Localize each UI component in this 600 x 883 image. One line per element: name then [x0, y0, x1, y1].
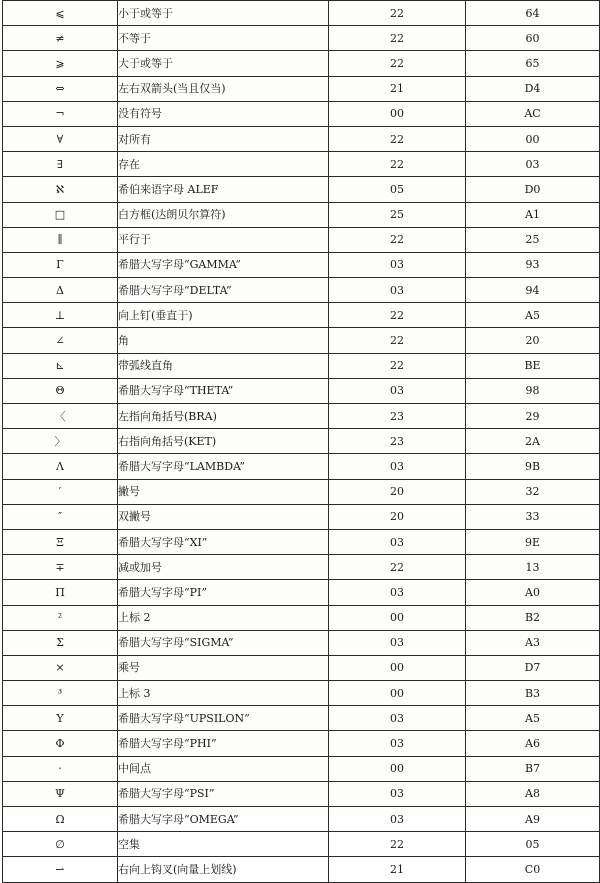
- table-row: [3, 152, 600, 177]
- name-cell: 希腊大写字母“PI”: [118, 580, 329, 605]
- table-row: [3, 76, 600, 101]
- set-code-cell: 22: [329, 555, 466, 580]
- set-code-cell: 20: [329, 479, 466, 504]
- name-cell: 乘号: [118, 655, 329, 680]
- char-code-cell: 64: [466, 1, 600, 26]
- table-row: [3, 227, 600, 252]
- table-row: [3, 756, 600, 781]
- char-code-cell: D7: [466, 655, 600, 680]
- name-cell: 平行于: [118, 227, 329, 252]
- char-code-cell: 9B: [466, 454, 600, 479]
- table-row: [3, 126, 600, 151]
- table-row: [3, 630, 600, 655]
- table-row: [3, 731, 600, 756]
- symbol-cell: ⇔: [3, 76, 118, 101]
- char-code-cell: A5: [466, 303, 600, 328]
- symbol-cell: Γ: [3, 252, 118, 277]
- char-code-cell: 05: [466, 832, 600, 857]
- char-code-cell: 00: [466, 126, 600, 151]
- set-code-cell: 22: [329, 353, 466, 378]
- table-row: [3, 1, 600, 26]
- set-code-cell: 03: [329, 454, 466, 479]
- symbol-cell: ″: [3, 504, 118, 529]
- name-cell: 希腊大写字母“SIGMA”: [118, 630, 329, 655]
- name-cell: 希腊大写字母“THETA”: [118, 378, 329, 403]
- table-row: [3, 681, 600, 706]
- name-cell: 存在: [118, 152, 329, 177]
- char-code-cell: D4: [466, 76, 600, 101]
- table-row: [3, 378, 600, 403]
- char-code-cell: 03: [466, 152, 600, 177]
- set-code-cell: 22: [329, 51, 466, 76]
- char-code-cell: A1: [466, 202, 600, 227]
- table-row: [3, 781, 600, 806]
- set-code-cell: 23: [329, 404, 466, 429]
- set-code-cell: 22: [329, 303, 466, 328]
- table-row: [3, 857, 600, 882]
- name-cell: 减或加号: [118, 555, 329, 580]
- table-row: [3, 832, 600, 857]
- symbol-cell: ⊥: [3, 303, 118, 328]
- name-cell: 希腊大写字母“DELTA”: [118, 278, 329, 303]
- symbol-cell: □: [3, 202, 118, 227]
- char-code-cell: 29: [466, 404, 600, 429]
- symbol-cell: ⩽: [3, 1, 118, 26]
- symbol-cell: ∀: [3, 126, 118, 151]
- name-cell: 大于或等于: [118, 51, 329, 76]
- set-code-cell: 22: [329, 126, 466, 151]
- name-cell: 希腊大写字母“XI”: [118, 529, 329, 554]
- symbol-cell: Υ: [3, 706, 118, 731]
- set-code-cell: 05: [329, 177, 466, 202]
- symbol-cell: ⇀: [3, 857, 118, 882]
- table-row: [3, 580, 600, 605]
- set-code-cell: 22: [329, 832, 466, 857]
- set-code-cell: 21: [329, 76, 466, 101]
- symbol-cell: ¬: [3, 101, 118, 126]
- name-cell: 角: [118, 328, 329, 353]
- symbol-cell: ∅: [3, 832, 118, 857]
- char-code-cell: 2A: [466, 429, 600, 454]
- symbol-cell: Δ: [3, 278, 118, 303]
- char-code-cell: 20: [466, 328, 600, 353]
- char-code-cell: B2: [466, 605, 600, 630]
- char-code-cell: 9E: [466, 529, 600, 554]
- symbol-cell: Π: [3, 580, 118, 605]
- name-cell: 撇号: [118, 479, 329, 504]
- char-code-cell: B7: [466, 756, 600, 781]
- set-code-cell: 03: [329, 529, 466, 554]
- char-code-cell: A9: [466, 807, 600, 832]
- char-code-cell: 93: [466, 252, 600, 277]
- symbol-cell: Θ: [3, 378, 118, 403]
- char-code-cell: A5: [466, 706, 600, 731]
- symbol-cell: ×: [3, 655, 118, 680]
- set-code-cell: 22: [329, 152, 466, 177]
- name-cell: 左右双箭头(当且仅当): [118, 76, 329, 101]
- set-code-cell: 22: [329, 1, 466, 26]
- symbol-cell: ′: [3, 479, 118, 504]
- set-code-cell: 22: [329, 328, 466, 353]
- symbol-cell: ∓: [3, 555, 118, 580]
- table-row: [3, 807, 600, 832]
- set-code-cell: 03: [329, 731, 466, 756]
- set-code-cell: 00: [329, 605, 466, 630]
- symbol-cell: ≠: [3, 26, 118, 51]
- name-cell: 没有符号: [118, 101, 329, 126]
- table-row: [3, 303, 600, 328]
- set-code-cell: 22: [329, 26, 466, 51]
- table-row: [3, 177, 600, 202]
- symbol-cell: ∠: [3, 328, 118, 353]
- table-row: [3, 529, 600, 554]
- name-cell: 小于或等于: [118, 1, 329, 26]
- name-cell: 右指向角括号(KET): [118, 429, 329, 454]
- symbol-cell: 〉: [3, 429, 118, 454]
- symbol-cell: 〈: [3, 404, 118, 429]
- char-code-cell: C0: [466, 857, 600, 882]
- char-code-cell: 32: [466, 479, 600, 504]
- char-code-cell: 60: [466, 26, 600, 51]
- table-row: [3, 429, 600, 454]
- set-code-cell: 00: [329, 655, 466, 680]
- set-code-cell: 21: [329, 857, 466, 882]
- table-row: [3, 278, 600, 303]
- table-row: [3, 555, 600, 580]
- char-code-cell: A3: [466, 630, 600, 655]
- name-cell: 向上钉(垂直于): [118, 303, 329, 328]
- set-code-cell: 00: [329, 101, 466, 126]
- set-code-cell: 22: [329, 227, 466, 252]
- set-code-cell: 03: [329, 252, 466, 277]
- name-cell: 白方框(达朗贝尔算符): [118, 202, 329, 227]
- set-code-cell: 03: [329, 807, 466, 832]
- char-code-cell: D0: [466, 177, 600, 202]
- table-row: [3, 328, 600, 353]
- char-code-cell: A8: [466, 781, 600, 806]
- table-row: [3, 51, 600, 76]
- name-cell: 对所有: [118, 126, 329, 151]
- set-code-cell: 25: [329, 202, 466, 227]
- char-code-cell: AC: [466, 101, 600, 126]
- symbol-cell: Φ: [3, 731, 118, 756]
- table-row: [3, 504, 600, 529]
- table-row: [3, 353, 600, 378]
- set-code-cell: 23: [329, 429, 466, 454]
- symbol-cell: ³: [3, 681, 118, 706]
- table-row: [3, 101, 600, 126]
- table-row: [3, 252, 600, 277]
- symbol-cell: Σ: [3, 630, 118, 655]
- char-code-cell: 98: [466, 378, 600, 403]
- name-cell: 希腊大写字母“UPSILON”: [118, 706, 329, 731]
- char-code-cell: A6: [466, 731, 600, 756]
- name-cell: 不等于: [118, 26, 329, 51]
- name-cell: 希伯来语字母 ALEF: [118, 177, 329, 202]
- char-code-cell: 65: [466, 51, 600, 76]
- name-cell: 左指向角括号(BRA): [118, 404, 329, 429]
- symbol-cell: Ω: [3, 807, 118, 832]
- name-cell: 右向上钩叉(向量上划线): [118, 857, 329, 882]
- table-row: [3, 202, 600, 227]
- symbol-cell: ∃: [3, 152, 118, 177]
- table-row: [3, 655, 600, 680]
- name-cell: 空集: [118, 832, 329, 857]
- set-code-cell: 00: [329, 756, 466, 781]
- symbol-cell: ⩾: [3, 51, 118, 76]
- char-code-cell: 25: [466, 227, 600, 252]
- symbol-cell: ℵ: [3, 177, 118, 202]
- char-code-cell: B3: [466, 681, 600, 706]
- char-code-cell: A0: [466, 580, 600, 605]
- symbol-cell: ·: [3, 756, 118, 781]
- table-row: [3, 26, 600, 51]
- set-code-cell: 03: [329, 706, 466, 731]
- set-code-cell: 20: [329, 504, 466, 529]
- symbol-cell: ∥: [3, 227, 118, 252]
- symbol-code-table: [2, 0, 600, 883]
- name-cell: 双撇号: [118, 504, 329, 529]
- char-code-cell: 33: [466, 504, 600, 529]
- table-body: [3, 1, 600, 883]
- table-row: [3, 454, 600, 479]
- name-cell: 希腊大写字母“OMEGA”: [118, 807, 329, 832]
- name-cell: 上标 2: [118, 605, 329, 630]
- table-row: [3, 605, 600, 630]
- name-cell: 带弧线直角: [118, 353, 329, 378]
- char-code-cell: 94: [466, 278, 600, 303]
- symbol-cell: Ξ: [3, 529, 118, 554]
- name-cell: 上标 3: [118, 681, 329, 706]
- set-code-cell: 03: [329, 378, 466, 403]
- char-code-cell: 13: [466, 555, 600, 580]
- name-cell: 希腊大写字母“LAMBDA”: [118, 454, 329, 479]
- name-cell: 中间点: [118, 756, 329, 781]
- set-code-cell: 03: [329, 278, 466, 303]
- symbol-cell: ⊾: [3, 353, 118, 378]
- symbol-cell: ²: [3, 605, 118, 630]
- name-cell: 希腊大写字母“PSI”: [118, 781, 329, 806]
- name-cell: 希腊大写字母“GAMMA”: [118, 252, 329, 277]
- table-row: [3, 479, 600, 504]
- symbol-cell: Λ: [3, 454, 118, 479]
- set-code-cell: 03: [329, 781, 466, 806]
- set-code-cell: 03: [329, 630, 466, 655]
- table-row: [3, 706, 600, 731]
- char-code-cell: BE: [466, 353, 600, 378]
- set-code-cell: 00: [329, 681, 466, 706]
- table-row: [3, 404, 600, 429]
- name-cell: 希腊大写字母“PHI”: [118, 731, 329, 756]
- symbol-cell: Ψ: [3, 781, 118, 806]
- set-code-cell: 03: [329, 580, 466, 605]
